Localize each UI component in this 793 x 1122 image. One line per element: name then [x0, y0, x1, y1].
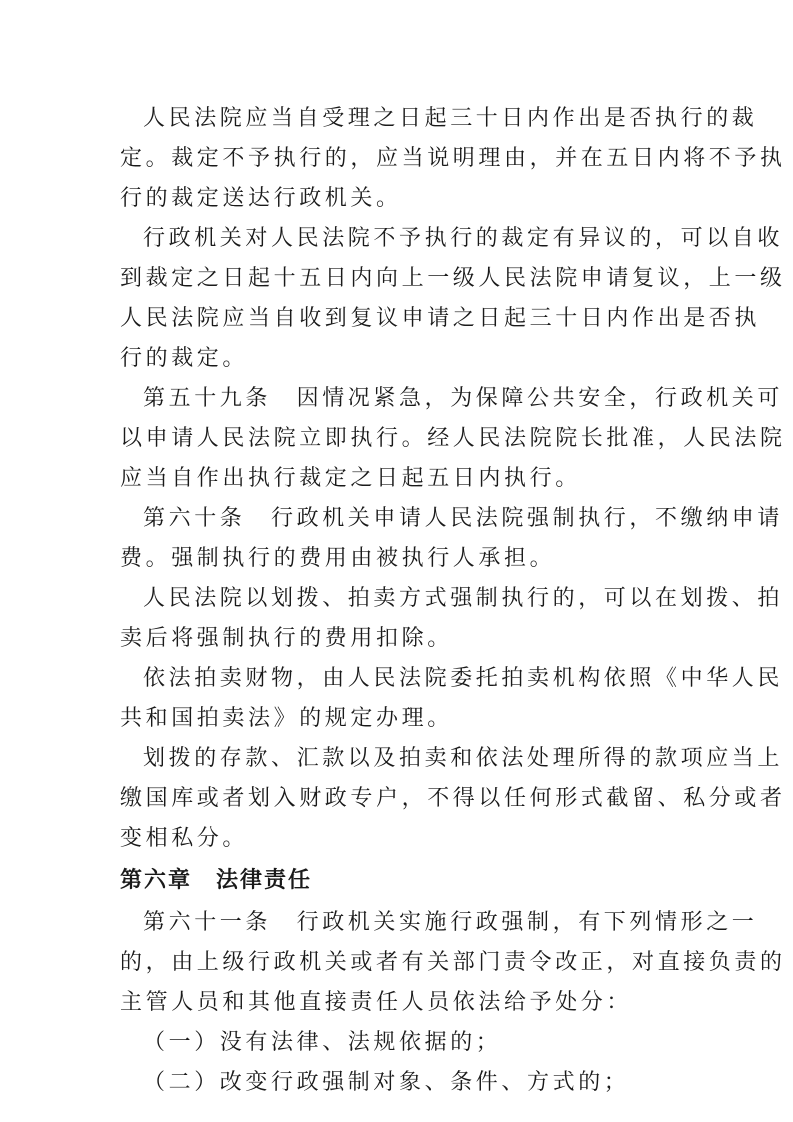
text-line: 依法拍卖财物，由人民法院委托拍卖机构依照《中华人民: [143, 666, 784, 691]
text-line: 人民法院应当自收到复议申请之日起三十日内作出是否执: [120, 306, 761, 331]
text-line: 费。强制执行的费用由被执行人承担。: [120, 546, 556, 571]
text-line: 行的裁定。: [120, 346, 249, 371]
text-line: 变相私分。: [120, 826, 249, 851]
text-line: 缴国库或者划入财政专户，不得以任何形式截留、私分或者: [120, 786, 786, 811]
text-line: 卖后将强制执行的费用扣除。: [120, 626, 453, 651]
text-line: 人民法院应当自受理之日起三十日内作出是否执行的裁: [143, 106, 758, 131]
article-61-line: 第六十一条 行政机关实施行政强制，有下列情形之一: [143, 910, 758, 935]
text-line: 行政机关对人民法院不予执行的裁定有异议的，可以自收: [143, 226, 784, 251]
chapter-heading: 第六章 法律责任: [120, 868, 313, 893]
list-item: （一）没有法律、法规依据的；: [143, 1030, 502, 1055]
text-line: 以申请人民法院立即执行。经人民法院院长批准，人民法院: [120, 426, 786, 451]
text-line: 共和国拍卖法》的规定办理。: [120, 706, 453, 731]
text-line: 到裁定之日起十五日内向上一级人民法院申请复议，上一级: [120, 266, 786, 291]
article-59-line: 第五十九条 因情况紧急，为保障公共安全，行政机关可: [143, 386, 784, 411]
article-60-line: 第六十条 行政机关申请人民法院强制执行，不缴纳申请: [143, 506, 784, 531]
text-line: 的，由上级行政机关或者有关部门责令改正，对直接负责的: [120, 950, 786, 975]
list-item: （二）改变行政强制对象、条件、方式的；: [143, 1070, 630, 1095]
text-line: 行的裁定送达行政机关。: [120, 186, 402, 211]
text-line: 主管人员和其他直接责任人员依法给予处分：: [120, 990, 633, 1015]
text-line: 人民法院以划拨、拍卖方式强制执行的，可以在划拨、拍: [143, 586, 784, 611]
text-line: 定。裁定不予执行的，应当说明理由，并在五日内将不予执: [120, 146, 786, 171]
text-line: 划拨的存款、汇款以及拍卖和依法处理所得的款项应当上: [143, 746, 784, 771]
text-line: 应当自作出执行裁定之日起五日内执行。: [120, 466, 581, 491]
